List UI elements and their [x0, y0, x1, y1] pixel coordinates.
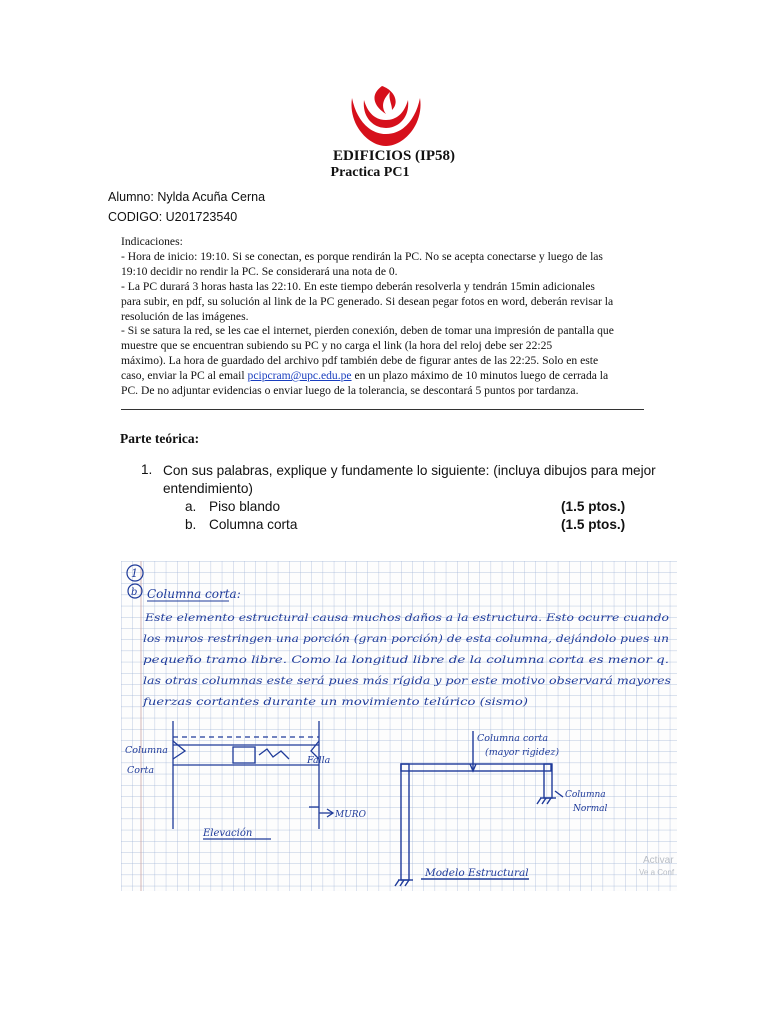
hand-question-number: 1 [131, 567, 138, 580]
instruction-text: en un plazo máximo de 10 minutos luego de cerrada la [351, 369, 609, 383]
label-columna-corta: Columna corta [477, 733, 549, 744]
hand-line: Este elemento estructural causa muchos daños a la estructura. Esto ocurre cuando [145, 613, 576, 624]
instruction-line: - La PC durará 3 horas hasta las 22:10. En este tiempo deberán resolverla y tendrán 15min adicionales [121, 279, 595, 293]
instruction-line: resolución de las imágenes. [121, 309, 249, 323]
watermark-line: Ve a Conf [639, 868, 675, 877]
course-title: EDIFICIOS (IP58) [332, 148, 456, 164]
item-label: Piso blando [209, 499, 281, 514]
instructions-block [121, 235, 651, 399]
label-columna: Columna [125, 745, 168, 756]
instruction-line: para subir, en pdf, su solución al link de la PC generado. Si desean pegar fotos en word, deberán revisar la [121, 294, 614, 308]
item-label: Columna corta [209, 517, 298, 532]
hand-heading: Columna corta: [147, 587, 241, 601]
item-points: (1.5 ptos.) [561, 499, 626, 514]
label-normal: Normal [573, 804, 608, 814]
label-columna: Columna [565, 790, 606, 800]
hand-line: los muros restringen una porción (gran porción) de esta columna, dejándolo pues un [143, 634, 582, 645]
item-points: (1.5 ptos.) [561, 517, 626, 532]
instruction-line: - Hora de inicio: 19:10. Si se conectan, es porque rendirán la PC. No se acepta conectarse y luego de las [121, 249, 603, 263]
instruction-line: - Si se satura la red, se les cae el internet, pierden conexión, deben de tomar una impresión de pantalla que [121, 324, 614, 338]
label-corta: Corta [127, 765, 155, 776]
email-link[interactable]: pcipcram@upc.edu.pe [247, 369, 352, 383]
label-modelo-estructural: Modelo Estructural [425, 867, 529, 879]
instruction-line: muestre que se encuentran subiendo su PC y no carga el link (la hora del reloj debe ser 22:25 [121, 339, 553, 353]
student-code: CODIGO: U201723540 [108, 210, 238, 224]
instruction-line: PC. De no adjuntar evidencias o enviar luego de la tolerancia, se descontará 5 puntos por tardanza. [121, 384, 579, 398]
watermark-line: Activar [643, 855, 674, 866]
question-number: 1. [141, 462, 153, 477]
handwritten-answer-photo [121, 561, 677, 891]
divider [121, 409, 644, 410]
exam-subtitle: Practica PC1 [330, 165, 410, 180]
label-mayor-rigidez: (mayor rigidez) [485, 747, 560, 758]
section-title: Parte teórica: [120, 431, 200, 446]
question-text: Con sus palabras, explique y fundamente lo siguiente: (incluya dibujos para mejor entendimiento) [163, 463, 656, 496]
label-elevacion: Elevación [203, 828, 253, 839]
hand-line: las otras columnas este será pues más rígida y por este motivo observará mayores [143, 676, 570, 687]
student-name: Alumno: Nylda Acuña Cerna [108, 190, 266, 204]
instruction-line: 19:10 decidir no rendir la PC. Se considerará una nota de 0. [121, 264, 398, 278]
label-muro: MURO [335, 810, 366, 820]
instruction-line: máximo). La hora de guardado del archivo pdf también debe de figurar antes de las 22:25. Solo en este [121, 354, 599, 368]
upc-logo [346, 84, 426, 148]
item-letter: a. [185, 499, 197, 514]
instruction-line [121, 369, 651, 384]
instruction-text: caso, enviar la PC al email [121, 369, 248, 383]
hand-item-letter: b [131, 587, 138, 598]
item-letter: b. [185, 517, 197, 532]
label-falla: Falla [307, 755, 331, 766]
instructions-heading: Indicaciones: [121, 235, 183, 248]
hand-line: fuerzas cortantes durante un movimiento telúrico (sismo) [143, 697, 441, 708]
hand-line: pequeño tramo libre. Como la longitud libre de la columna corta es menor q. [143, 655, 541, 666]
